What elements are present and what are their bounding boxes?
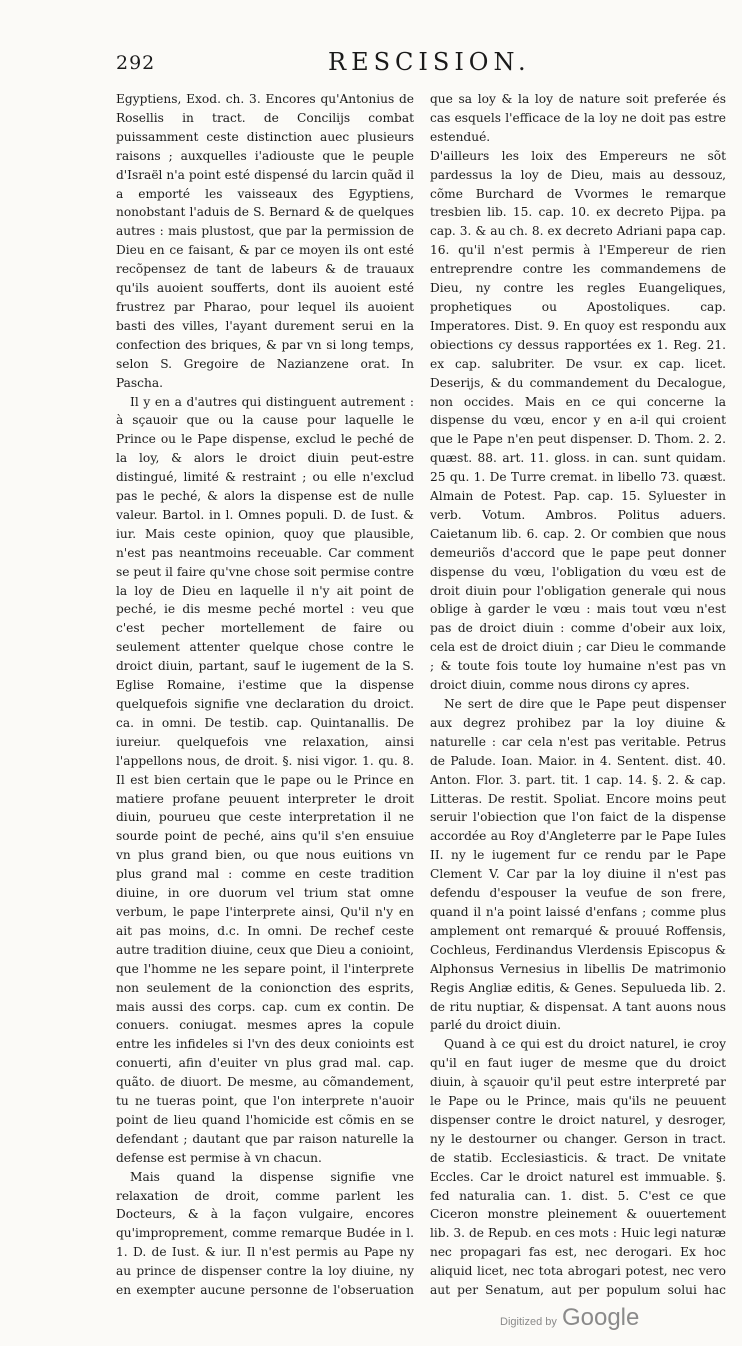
paragraph: Egyptiens, Exod. ch. 3. Encores qu'Antonius de Rosellis in tract. de Concilijs combat puissamment ceste distinction auec plusieurs raisons ; auxquelles i'adiouste que le peuple d'Israël n'a point esté dispensé du larcin quãd il a emporté les vaisseaux des Egyptiens, nonobstant l'aduis de S. Bernard & de quelques autres : mais plustost, que par la permission de Dieu en ce faisant, & par ce moyen ils ont esté recõpensez de tant de labeurs & de trauaux qu'ils auoient soufferts, dont ils auoient esté frustrez par Pharao, pour lequel ils auoient basti des villes, l'ayant durement serui en la confection des briques, & par vn si long temps, selon S. Gregoire de Nazianzene orat. In Pascha.: [116, 92, 414, 390]
page-header: [116, 44, 726, 84]
paragraph: Ne sert de dire que le Pape peut dispenser aux degrez prohibez par la loy diuine & naturelle : car cela n'est pas veritable. Petrus de Palude. Ioan. Maior. in 4. Sentent. dist. 40. Anton. Flor. 3. part. tit. 1 cap. 14. §. 2. & cap. Litteras. De restit. Spoliat. Encore moins peut seruir l'obiection que l'on faict de la dispense accordée au Roy d'Angleterre par le Pape Iules II. ny le iugement fur ce rendu par le Pape Clement V. Car par la loy diuine il n'est pas defendu d'espouser la veufue de son frere, quand il n'a point laissé d'enfans ; comme plus amplement ont remarqué & prouué Roffensis, Cochleus, Ferdinandus Vlerdensis Episcopus & Alphonsus Vernesius in libellis De matrimonio Regis Angliæ editis, & Genes. Sepulueda lib. 2. de ritu nuptiar, & dispensat. A tant auons nous parlé du droict diuin.: [430, 697, 726, 1033]
paragraph: D'ailleurs les loix des Empereurs ne sõt pardessus la loy de Dieu, mais au dessouz, cõme Burchard de Vvormes le remarque tresbien lib. 15. cap. 10. ex decreto Pijpa. pa cap. 3. & au ch. 8. ex decreto Adriani papa cap. 16. qu'il n'est permis à l'Empereur de rien entreprendre contre les commandemens de Dieu, ny contre les regles Euangeliques, prophetiques ou Apostoliques. cap. Imperatores. Dist. 9. En quoy est respondu aux obiections cy dessus rapportées ex 1. Reg. 21. ex cap. salubriter. De vsur. ex cap. licet. Deserijs, & du commandement du Decalogue, non occides. Mais en ce qui concerne la dispense du vœu, encor y en a-il qui croient que le Pape n'en peut dispenser. D. Thom. 2. 2. quæst. 88. art. 11. gloss. in can. sunt quidam. 25 qu. 1. De Turre cremat. in libello 73. quæst. Almain de Potest. Pap. cap. 15. Syluester in verb. Votum. Ambros. Politus aduers. Caietanum lib. 6. cap. 2. Or combien que nous demeuriõs d'accord que le pape peut donner dispense du vœu, l'obligation du vœu est de droit diuin pour l'obligation generale qui nous oblige à garder le vœu : mais tout vœu n'est pas de droict diuin : comme d'obeir aux loix, cela est de droict diuin ; car Dieu le commande ; & toute fois toute loy humaine n'est pas vn droict diuin, comme nous dirons cy apres.: [430, 148, 726, 693]
left-column: [116, 90, 414, 1300]
page-number: 292: [116, 52, 156, 74]
digitized-label: Digitized by: [500, 1316, 557, 1328]
running-title: RESCISION.: [328, 48, 531, 76]
paragraph: que sa loy & la loy de nature soit preferée és cas esquels l'efficace de la loy ne doit pas estre estendué.: [430, 92, 726, 144]
paragraph: Mais quand la dispense signifie vne relaxation de droit, comme parlent les Docteurs, & à la façon vulgaire, encores qu'improprement, comme remarque Budée in l. 1. D. de Iust. & iur. Il n'est permis au Pape ny au prince de dispenser contre la loy diuine, ny en exempter aucune personne de l'obseruation: [116, 1169, 414, 1298]
paragraph: Il y en a d'autres qui distinguent autrement : à sçauoir que ou la cause pour laquelle le Prince ou le Pape dispense, exclud le peché de la loy, & alors le droict diuin peut-estre distingué, limité & restraint ; ou elle n'exclud pas le peché, & alors la dispense est de nulle valeur. Bartol. in l. Omnes populi. D. de Iust. & iur. Mais ceste opinion, quoy que plausible, n'est pas neantmoins receuable. Car comment se peut il faire qu'vne chose soit permise contre la loy de Dieu en laquelle il n'y ait point de peché, ie dis mesme peché mortel : veu que c'est pecher mortellement de faire ou seulement attenter quelque chose contre le droict diuin, partant, sauf le iugement de la S. Eglise Romaine, i'estime que la dispense quelquefois signifie vne declaration du droict. ca. in omni. De testib. cap. Quintanallis. De iureiur. quelquefois vne relaxation, ainsi l'appellons nous, de droit. §. nisi vigor. 1. qu. 8. Il est bien certain que le pape ou le Prince en matiere profane peuuent interpreter le droit diuin, pourueu que ceste interpretation il ne sourde point de peché, ains qu'il s'en ensuiue vn plus grand bien, ou que nous euitions vn plus grand mal : comme en ceste tradition diuine, in ore duorum vel trium stat omne verbum, le pape l'interprete ainsi, Qu'il n'y en ait pas moins, d.c. In omni. De rechef ceste autre tradition diuine, ceux que Dieu a conioint, que l'homme ne les separe point, il l'interprete non seulement de la conionction des esprits, mais aussi des corps. cap. cum ex contin. De conuers. coniugat. mesmes apres la copule entre les infideles si l'vn des deux conioints est conuerti, afin d'euiter vn plus grad mal. cap. quãto. de diuort. De mesme, au cõmandement, tu ne tueras point, que l'on interprete n'auoir point de lieu quand l'homicide est cõmis en se defendant ; dautant que par raison naturelle la defense est permise à vn chacun.: [116, 394, 414, 1165]
paragraph: Quand à ce qui est du droict naturel, ie croy qu'il en faut iuger de mesme que du droict diuin, à sçauoir qu'il peut estre interpreté par le Pape ou le Prince, mais qu'ils ne peuuent dispenser contre le droict naturel, y desroger, ny le destourner ou changer. Gerson in tract. de statib. Ecclesiasticis. & tract. De vnitate Eccles. Car le droict naturel est immuable. §. fed naturalia can. 1. dist. 5. C'est ce que Ciceron monstre pleinement & ouuertement lib. 3. de Repub. en ces mots : Huic legi naturæ nec propagari fas est, nec derogari. Ex hoc aliquid licet, nec tota abrogari potest, nec vero aut per Senatum, aut per populum solui hac: [430, 1037, 726, 1298]
right-column: [430, 90, 726, 1300]
digitized-watermark: [500, 1304, 639, 1332]
google-logo: Google: [561, 1304, 640, 1331]
